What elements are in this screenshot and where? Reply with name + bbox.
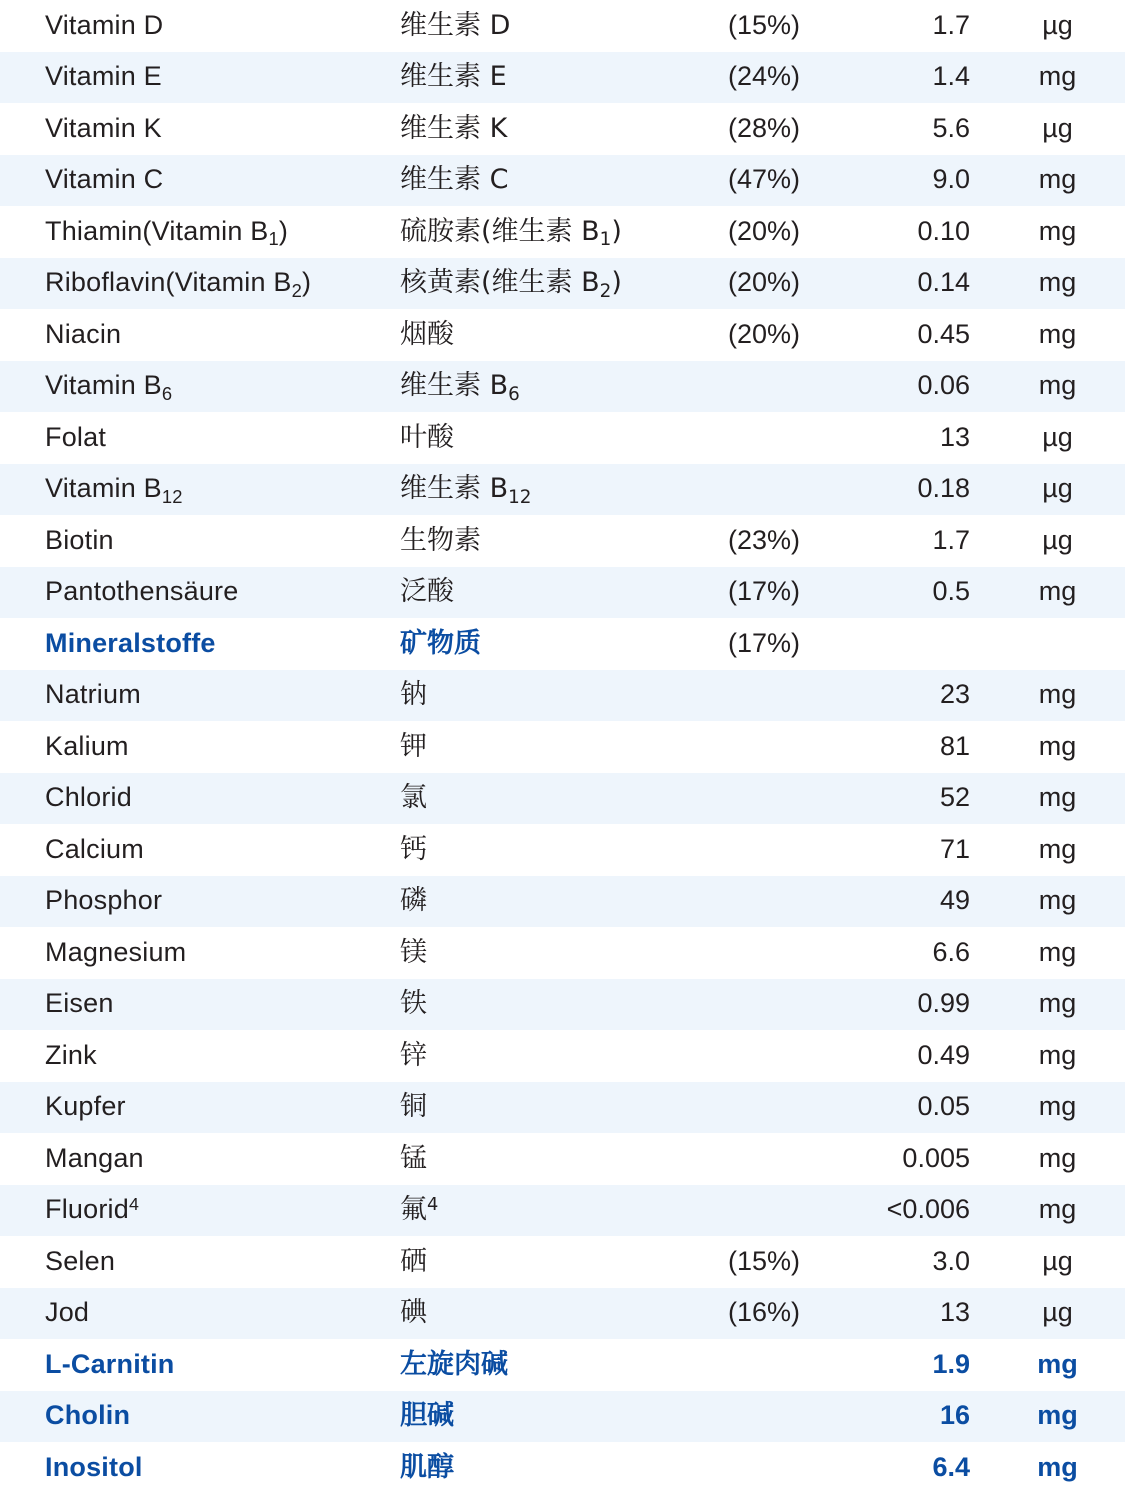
nutrient-value: 49 <box>939 885 970 916</box>
nutrient-value: 0.10 <box>917 215 970 246</box>
nutrient-unit: µg <box>1042 1245 1073 1276</box>
nutrient-value: 5.6 <box>932 112 970 143</box>
nutrient-name-zh: 碘 <box>400 1297 427 1329</box>
table-row <box>0 567 1125 619</box>
table-row <box>0 1185 1125 1237</box>
nutrient-percent <box>670 824 820 876</box>
nutrient-percent <box>670 670 820 722</box>
nutrient-percent <box>670 979 820 1031</box>
nutrient-value: 81 <box>939 730 970 761</box>
nutrient-value: <0.006 <box>886 1194 970 1225</box>
nutrient-name-de: Natrium <box>45 679 141 710</box>
table-row <box>0 155 1125 207</box>
nutrient-name-zh: 镁 <box>400 936 427 968</box>
nutrient-unit: µg <box>1042 524 1073 555</box>
nutrient-name-de: Vitamin C <box>45 164 164 195</box>
nutrient-name-zh: 泛酸 <box>400 576 454 608</box>
nutrient-percent <box>670 721 820 773</box>
nutrient-name-de: Folat <box>45 421 107 452</box>
nutrient-percent: (17%) <box>727 576 800 607</box>
nutrient-value: 52 <box>939 782 970 813</box>
table-row <box>0 979 1125 1031</box>
nutrient-name-zh: 叶酸 <box>400 421 454 453</box>
nutrient-name-zh: 维生素 E <box>400 61 507 93</box>
table-row <box>0 876 1125 928</box>
table-row <box>0 0 1125 52</box>
table-row <box>0 824 1125 876</box>
nutrient-name-de: Kupfer <box>45 1091 126 1122</box>
nutrient-name-de: Magnesium <box>45 936 187 967</box>
table-row <box>0 1391 1125 1443</box>
table-row <box>0 1236 1125 1288</box>
table-row <box>0 206 1125 258</box>
nutrient-unit: mg <box>1038 61 1077 92</box>
nutrient-value: 0.14 <box>917 267 970 298</box>
nutrient-name-zh: 铁 <box>400 988 427 1020</box>
nutrient-value: 0.99 <box>917 988 970 1019</box>
nutrient-percent: (16%) <box>727 1297 800 1328</box>
nutrient-unit: mg <box>1038 576 1077 607</box>
nutrient-value: 13 <box>939 1297 970 1328</box>
nutrient-name-de: Mangan <box>45 1142 144 1173</box>
nutrient-unit: mg <box>1038 1194 1077 1225</box>
nutrient-name-zh: 硫胺素(维生素 $B_1$) <box>400 215 622 251</box>
table-row <box>0 361 1125 413</box>
nutrient-percent <box>670 1030 820 1082</box>
nutrient-percent: (15%) <box>727 1245 800 1276</box>
nutrient-value: 0.05 <box>917 1091 970 1122</box>
table-row <box>0 927 1125 979</box>
nutrient-name-zh: 氯 <box>400 782 427 814</box>
nutrient-unit: mg <box>1038 215 1077 246</box>
nutrient-value: 9.0 <box>932 164 970 195</box>
nutrient-value: 1.9 <box>932 1348 970 1379</box>
nutrient-unit: µg <box>1042 112 1073 143</box>
nutrient-name-zh: 烟酸 <box>400 318 454 350</box>
nutrient-percent: (23%) <box>727 524 800 555</box>
nutrient-name-zh: 铜 <box>400 1091 427 1123</box>
nutrient-name-de: Cholin <box>45 1400 131 1431</box>
table-row <box>0 412 1125 464</box>
nutrient-name-de: Phosphor <box>45 885 163 916</box>
nutrient-name-de: Riboflavin(Vitamin $B_2$) <box>45 267 312 301</box>
nutrient-name-zh: 硒 <box>400 1245 427 1277</box>
nutrient-name-zh: 矿物质 <box>400 627 481 659</box>
nutrient-name-de: Vitamin $B_6$ <box>45 370 173 404</box>
nutrient-unit: mg <box>1038 730 1077 761</box>
nutrient-name-de: Vitamin K <box>45 112 162 143</box>
nutrient-value: 3.0 <box>932 1245 970 1276</box>
table-row <box>0 721 1125 773</box>
nutrient-percent <box>670 927 820 979</box>
nutrient-name-de: Eisen <box>45 988 114 1019</box>
nutrient-value <box>820 618 1000 670</box>
nutrient-unit: mg <box>1037 1400 1078 1431</box>
table-row <box>0 773 1125 825</box>
nutrient-unit: mg <box>1038 988 1077 1019</box>
nutrient-value: 1.7 <box>932 524 970 555</box>
nutrient-percent: (17%) <box>727 627 800 658</box>
nutrient-percent: (24%) <box>727 61 800 92</box>
table-row <box>0 103 1125 155</box>
nutrient-name-zh: 胆碱 <box>400 1400 454 1432</box>
nutrient-value: 71 <box>939 833 970 864</box>
nutrient-name-de: Pantothensäure <box>45 576 239 607</box>
nutrient-name-de: Calcium <box>45 833 144 864</box>
nutrient-name-de: Biotin <box>45 524 114 555</box>
nutrient-unit: mg <box>1038 833 1077 864</box>
nutrient-unit: µg <box>1042 421 1073 452</box>
nutrient-name-de: Fluorid$^4$ <box>45 1193 140 1225</box>
nutrient-name-de: Inositol <box>45 1451 143 1482</box>
table-row <box>0 258 1125 310</box>
table-row <box>0 1030 1125 1082</box>
nutrient-unit: mg <box>1038 1142 1077 1173</box>
nutrient-percent <box>670 876 820 928</box>
nutrient-name-de: Niacin <box>45 318 122 349</box>
nutrient-name-de: Chlorid <box>45 782 132 813</box>
nutrient-unit: mg <box>1038 318 1077 349</box>
nutrient-unit <box>1000 618 1125 670</box>
nutrient-percent <box>670 1133 820 1185</box>
nutrient-percent <box>670 1391 820 1443</box>
nutrient-percent <box>670 1339 820 1391</box>
nutrient-value: 1.7 <box>932 9 970 40</box>
nutrient-value: 0.45 <box>917 318 970 349</box>
nutrient-unit: mg <box>1038 370 1077 401</box>
nutrient-name-zh: 维生素 $B_{12}$ <box>400 473 532 508</box>
nutrient-unit: mg <box>1038 1039 1077 1070</box>
nutrient-name-zh: 维生素 K <box>400 112 508 144</box>
nutrient-unit: µg <box>1042 1297 1073 1328</box>
nutrient-name-zh: 维生素 D <box>400 9 511 41</box>
nutrient-percent <box>670 1442 820 1494</box>
table-row <box>0 1082 1125 1134</box>
nutrient-unit: µg <box>1042 9 1073 40</box>
nutrient-name-zh: 左旋肉碱 <box>400 1348 508 1380</box>
nutrient-unit: mg <box>1038 679 1077 710</box>
nutrient-unit: µg <box>1042 473 1073 504</box>
nutrient-unit: mg <box>1038 1091 1077 1122</box>
nutrient-name-zh: 钾 <box>400 730 427 762</box>
nutrient-value: 0.06 <box>917 370 970 401</box>
nutrient-percent: (20%) <box>727 215 800 246</box>
nutrient-unit: mg <box>1037 1451 1078 1482</box>
nutrient-name-de: Vitamin E <box>45 61 162 92</box>
nutrient-value: 13 <box>939 421 970 452</box>
nutrient-unit: mg <box>1038 885 1077 916</box>
nutrient-name-zh: 维生素 C <box>400 164 509 196</box>
nutrient-name-zh: 维生素 $B_6$ <box>400 370 520 405</box>
nutrient-value: 0.005 <box>902 1142 970 1173</box>
nutrient-name-de: Mineralstoffe <box>45 627 216 658</box>
nutrient-value: 0.49 <box>917 1039 970 1070</box>
nutrient-name-de: Kalium <box>45 730 129 761</box>
nutrient-name-zh: 磷 <box>400 885 427 917</box>
nutrient-value: 6.4 <box>932 1451 970 1482</box>
nutrient-name-zh: 核黄素(维生素 $B_2$) <box>400 267 622 302</box>
nutrient-percent <box>670 1185 820 1237</box>
nutrient-percent <box>670 361 820 413</box>
nutrient-name-de: Vitamin $B_{12}$ <box>45 473 183 507</box>
nutrient-value: 1.4 <box>932 61 970 92</box>
nutrient-name-de: Jod <box>45 1297 90 1328</box>
table-row <box>0 618 1125 670</box>
nutrient-percent: (15%) <box>727 9 800 40</box>
nutrient-name-zh: 锌 <box>400 1039 427 1071</box>
table-row <box>0 309 1125 361</box>
nutrient-name-zh: 钙 <box>400 833 427 865</box>
nutrient-value: 23 <box>939 679 970 710</box>
table-row <box>0 1339 1125 1391</box>
nutrient-percent: (28%) <box>727 112 800 143</box>
nutrient-name-de: Vitamin D <box>45 9 164 40</box>
nutrient-unit: mg <box>1038 267 1077 298</box>
nutrient-name-zh: 生物素 <box>400 524 481 556</box>
nutrient-name-de: Selen <box>45 1245 116 1276</box>
nutrient-value: 0.5 <box>932 576 970 607</box>
nutrient-name-zh: 钠 <box>400 679 427 711</box>
nutrient-unit: mg <box>1038 782 1077 813</box>
nutrient-name-de: Thiamin(Vitamin $B_1$) <box>45 215 289 250</box>
nutrient-percent: (20%) <box>727 318 800 349</box>
nutrient-name-de: L-Carnitin <box>45 1348 175 1379</box>
nutrient-percent <box>670 412 820 464</box>
nutrient-unit: mg <box>1037 1348 1078 1379</box>
nutrient-percent <box>670 464 820 516</box>
nutrient-value: 0.18 <box>917 473 970 504</box>
nutrient-name-zh: 肌醇 <box>400 1451 454 1483</box>
table-row <box>0 52 1125 104</box>
nutrient-unit: mg <box>1038 164 1077 195</box>
nutrient-percent: (20%) <box>727 267 800 298</box>
table-row <box>0 464 1125 516</box>
nutrient-percent <box>670 773 820 825</box>
table-row <box>0 515 1125 567</box>
nutrient-value: 6.6 <box>932 936 970 967</box>
nutrient-name-de: Zink <box>45 1039 97 1070</box>
table-row <box>0 1442 1125 1494</box>
nutrient-unit: mg <box>1038 936 1077 967</box>
nutrient-name-zh: 锰 <box>400 1142 427 1174</box>
nutrient-percent: (47%) <box>727 164 800 195</box>
table-row <box>0 1288 1125 1340</box>
nutrient-value: 16 <box>939 1400 970 1431</box>
nutrient-name-zh: 氟$^4$ <box>400 1193 439 1226</box>
table-row <box>0 1133 1125 1185</box>
nutrient-percent <box>670 1082 820 1134</box>
table-row <box>0 670 1125 722</box>
